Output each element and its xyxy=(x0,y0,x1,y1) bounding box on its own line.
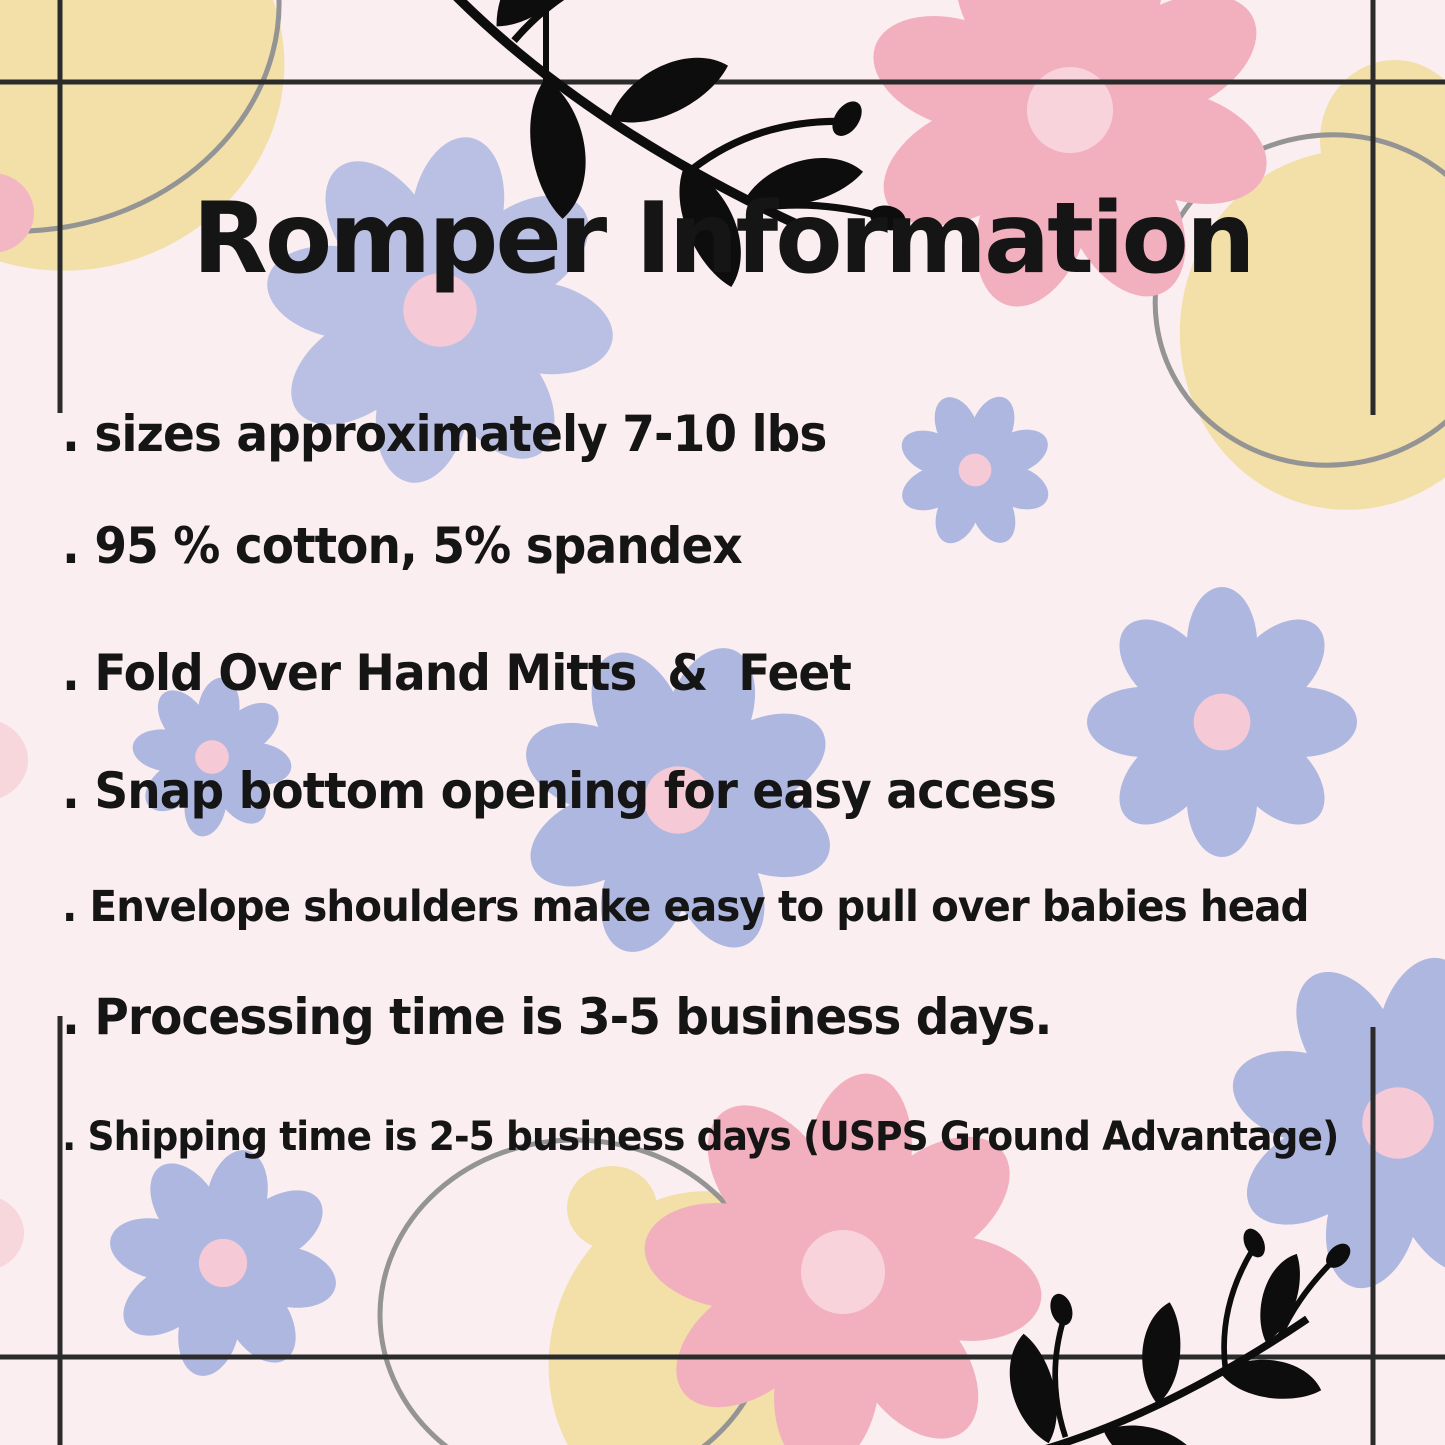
bullet-line-processing: . Processing time is 3-5 business days. xyxy=(62,988,1052,1046)
bullet-line-shipping: . Shipping time is 2-5 business days (USPS Ground Advantage) xyxy=(62,1114,1339,1160)
page-title: Romper Information xyxy=(192,182,1253,296)
bullet-line-snap: . Snap bottom opening for easy access xyxy=(62,762,1056,820)
bullet-line-fabric: . 95 % cotton, 5% spandex xyxy=(62,517,742,575)
pink-edge-blob xyxy=(0,718,28,802)
blue-daisy-flower xyxy=(1087,587,1357,857)
pink-edge-blob xyxy=(0,1195,24,1271)
bullet-line-shoulders: . Envelope shoulders make easy to pull over babies head xyxy=(62,882,1309,932)
bullet-line-mitts: . Fold Over Hand Mitts & Feet xyxy=(62,644,851,702)
pink-daisy-flower xyxy=(617,1046,1069,1445)
yellow-blob xyxy=(567,1166,657,1250)
blue-daisy-flower xyxy=(873,368,1076,571)
bullet-line-sizes: . sizes approximately 7-10 lbs xyxy=(62,405,827,463)
